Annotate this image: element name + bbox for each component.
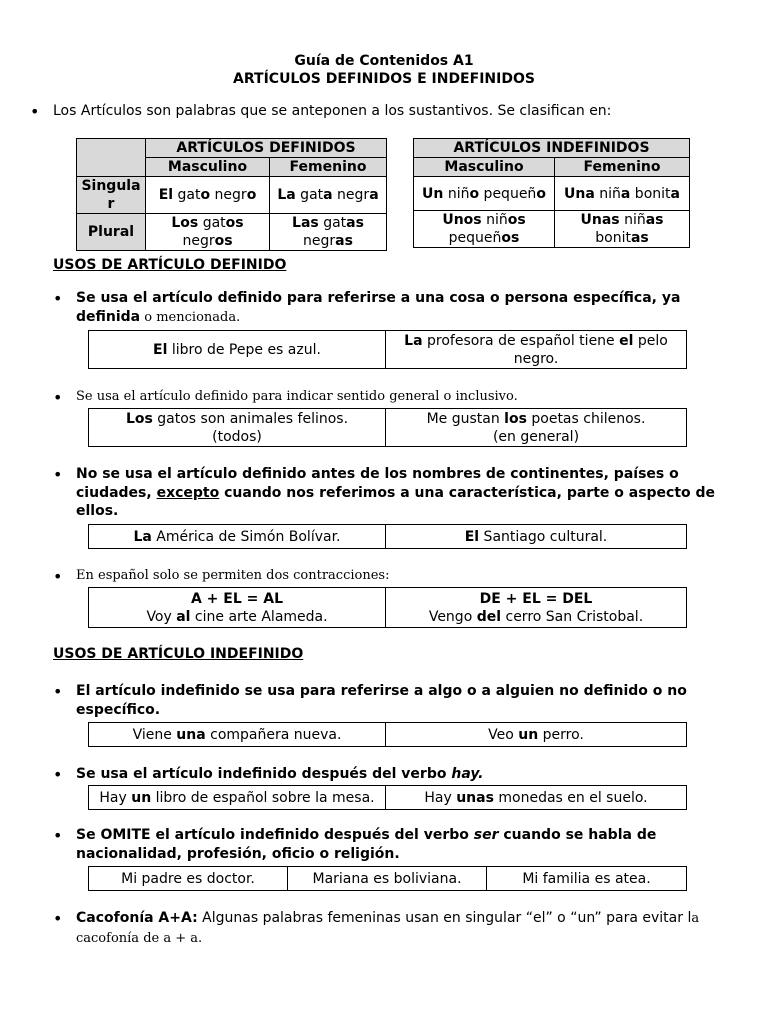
example-cell: El libro de Pepe es azul.	[89, 331, 386, 369]
cell-plural-masculino: Los gatos negros	[146, 214, 270, 251]
row-header-singular: Singular	[77, 177, 146, 214]
row-header-plural: Plural	[77, 214, 146, 251]
bullet-icon: •	[53, 289, 63, 308]
cell-plural-femenino: Las gatas negras	[270, 214, 387, 251]
intro-text: Los Artículos son palabras que se anteponen a los sustantivos. Se clasifican en:	[53, 103, 612, 119]
table-articulos-definidos	[76, 138, 387, 251]
example-cell: Mi padre es doctor.	[89, 867, 288, 891]
col-header-femenino: Femenino	[270, 158, 387, 177]
example-cell: La América de Simón Bolívar.	[89, 525, 386, 549]
ind-b3-line1: Se OMITE el artículo indefinido después del verbo ser cuando se habla de	[76, 827, 657, 843]
def-b1-line1: Se usa el artículo definido para referirse a una cosa o persona específica, ya	[76, 290, 681, 306]
example-cell: El Santiago cultural.	[386, 525, 687, 549]
def-b3-examples	[88, 524, 687, 549]
def-b1-examples	[88, 330, 687, 369]
def-b2-examples	[88, 408, 687, 447]
cell-singular-masculino: El gato negro	[146, 177, 270, 214]
example-cell: Viene una compañera nueva.	[89, 723, 386, 747]
col-header-masculino: Masculino	[146, 158, 270, 177]
example-cell: Mariana es boliviana.	[288, 867, 487, 891]
table-articulos-indefinidos	[413, 138, 690, 248]
def-b2-text: Se usa el artículo definido para indicar sentido general o inclusivo.	[76, 389, 518, 404]
section-heading-indefinido: USOS DE ARTÍCULO INDEFINIDO	[53, 646, 304, 662]
cell-singular-masculino: Un niño pequeño	[414, 177, 555, 211]
example-cell: A + EL = AL Voy al cine arte Alameda.	[89, 588, 386, 628]
example-cell: Mi familia es atea.	[487, 867, 687, 891]
bullet-icon: •	[53, 567, 63, 586]
bullet-icon: •	[53, 388, 63, 407]
page-title: Guía de Contenidos A1	[294, 53, 474, 69]
ind-b2-text: Se usa el artículo indefinido después del verbo hay.	[76, 766, 484, 782]
bullet-icon: •	[53, 682, 63, 701]
bullet-icon: •	[53, 465, 63, 484]
def-b1-line2: definida o mencionada.	[76, 309, 241, 325]
ind-b1-examples	[88, 722, 687, 747]
example-cell: La profesora de español tiene el pelo negro.	[386, 331, 687, 369]
def-b3-line1: No se usa el artículo definido antes de los nombres de continentes, países o	[76, 466, 679, 482]
bullet-icon: •	[30, 102, 40, 121]
table-corner	[77, 139, 146, 177]
def-b3-line3: ellos.	[76, 503, 119, 519]
cell-singular-femenino: Una niña bonita	[555, 177, 690, 211]
col-header-femenino: Femenino	[555, 158, 690, 177]
bullet-icon: •	[53, 826, 63, 845]
col-header-masculino: Masculino	[414, 158, 555, 177]
cell-singular-femenino: La gata negra	[270, 177, 387, 214]
ind-b1-line2: específico.	[76, 702, 161, 718]
table-header: ARTÍCULOS DEFINIDOS	[146, 139, 387, 158]
bullet-icon: •	[53, 909, 63, 928]
cell-plural-masculino: Unos niños pequeños	[414, 211, 555, 248]
table-header: ARTÍCULOS INDEFINIDOS	[414, 139, 690, 158]
ind-b3-line2: nacionalidad, profesión, oficio o religión.	[76, 846, 400, 862]
ind-b1-line1: El artículo indefinido se usa para referirse a algo o a alguien no definido o no	[76, 683, 687, 699]
example-cell: Hay unas monedas en el suelo.	[386, 786, 687, 810]
example-cell: Hay un libro de español sobre la mesa.	[89, 786, 386, 810]
example-cell: DE + EL = DEL Vengo del cerro San Cristobal.	[386, 588, 687, 628]
section-heading-definido: USOS DE ARTÍCULO DEFINIDO	[53, 257, 287, 273]
example-cell: Veo un perro.	[386, 723, 687, 747]
bullet-icon: •	[53, 765, 63, 784]
def-b4-text: En español solo se permiten dos contracciones:	[76, 568, 390, 583]
ind-b4-line2: cacofonía de a + a.	[76, 931, 203, 946]
def-b3-line2: ciudades, excepto cuando nos referimos a una característica, parte o aspecto de	[76, 485, 716, 501]
example-cell: Me gustan los poetas chilenos. (en general)	[386, 409, 687, 447]
page-subtitle: ARTÍCULOS DEFINIDOS E INDEFINIDOS	[233, 71, 535, 87]
def-b4-examples	[88, 587, 687, 628]
cell-plural-femenino: Unas niñas bonitas	[555, 211, 690, 248]
ind-b4-line1: Cacofonía A+A: Algunas palabras femeninas usan en singular “el” o “un” para evitar la	[76, 910, 700, 926]
ind-b2-examples	[88, 785, 687, 810]
example-cell: Los gatos son animales felinos. (todos)	[89, 409, 386, 447]
ind-b3-examples	[88, 866, 687, 891]
